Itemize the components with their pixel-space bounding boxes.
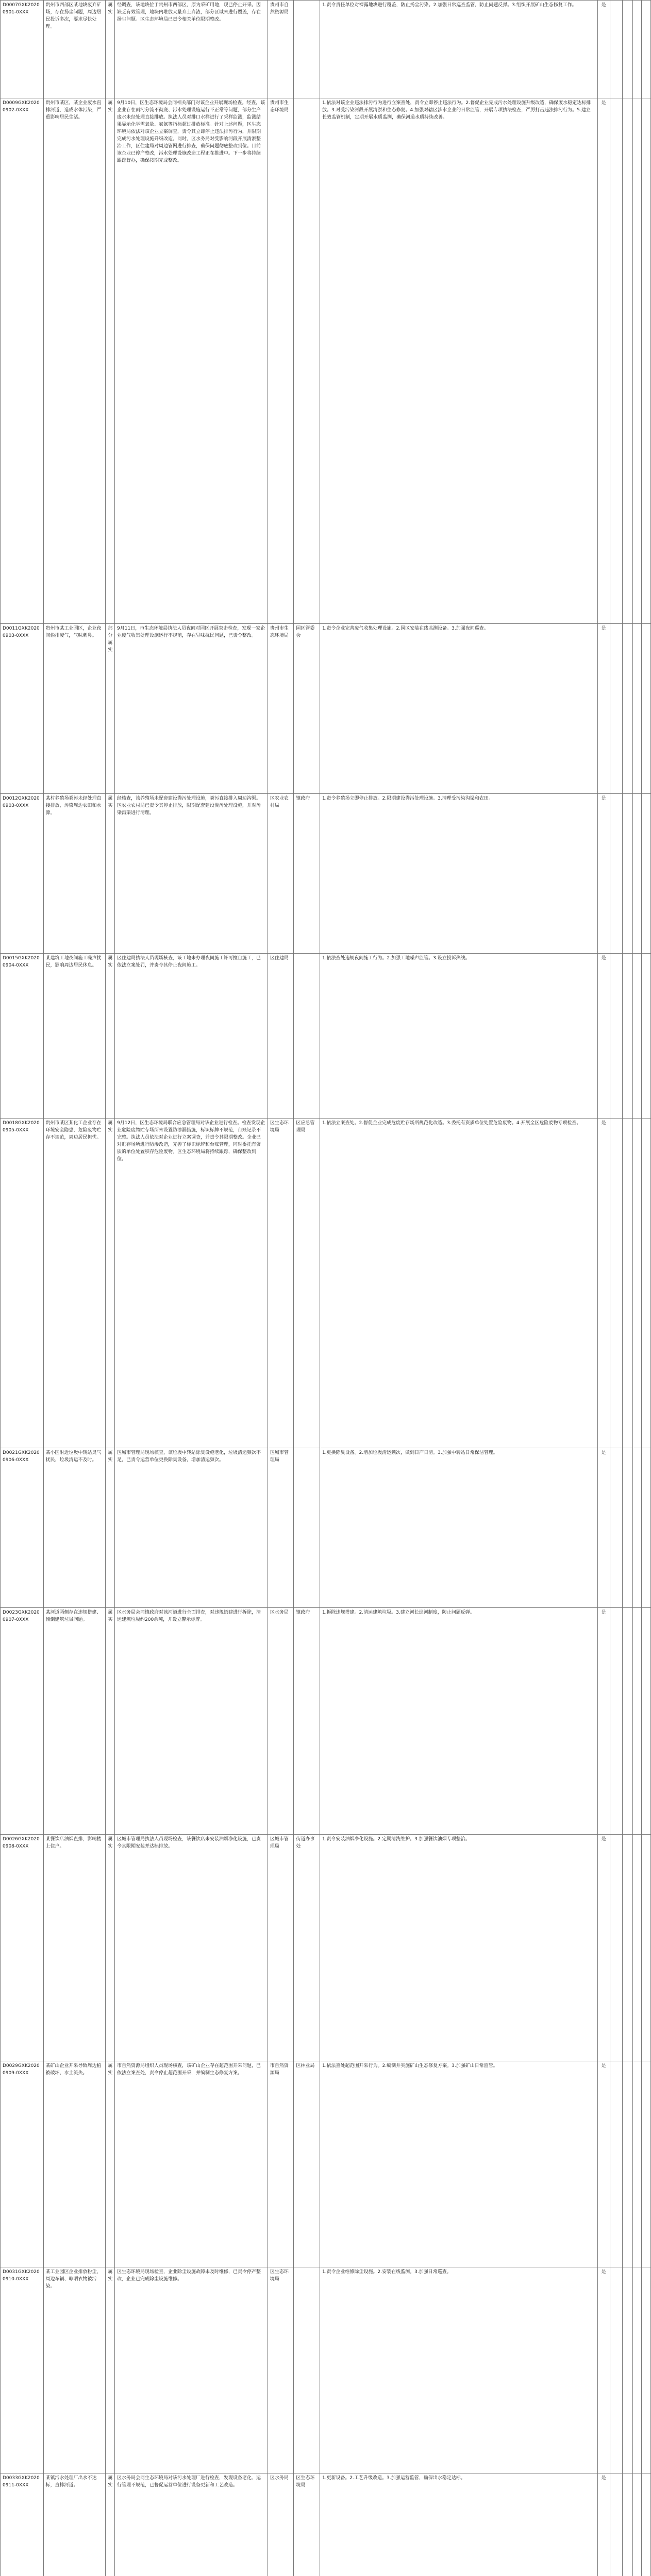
cell-dept2: 园区管委会 [294,624,320,794]
cell-id: D0011GXK20200903-0XXX [1,624,44,794]
cell-c3 [622,98,632,624]
cell-summary: 某村养殖场粪污未经处理直接排放，污染周边农田和水源。 [43,794,106,954]
cell-id: D0009GXK20200902-0XXX [1,98,44,624]
cell-truth: 属实 [106,1118,115,1448]
cell-c3 [622,2267,632,2473]
cell-c5 [642,2473,651,2576]
cell-c1: 是 [597,2061,610,2267]
cell-dept: 区生态环境局 [268,2267,294,2473]
cell-id: D0015GXK20200904-0XXX [1,954,44,1118]
cell-id: D0031GXK20200910-0XXX [1,2267,44,2473]
cell-truth: 属实 [106,1835,115,2061]
cell-c1: 是 [597,1835,610,2061]
table-row [1,98,651,624]
table-row [1,624,651,794]
cell-response: 1.依法对该企业违法排污行为进行立案查处，责令立即停止违法行为。2.督促企业完成污水处理设施升级改造，确保废水稳定达标排放。3.对受污染河段开展清淤和生态修复。4.加强对辖区涉水企业的日常监管，开展专项执法检查，严厉打击违法排污行为。5.建立长效监管机制，定期开展水质监测，确保河道水质持续改善。 [320,98,597,624]
cell-c5 [642,2061,651,2267]
cell-response: 1.责令责任单位对裸露地块进行覆盖，防止扬尘污染。2.加强日常巡查监管，防止问题反弹。3.组织开展矿山生态修复工作。 [320,1,597,98]
table-row [1,1118,651,1448]
cell-c3 [622,1835,632,2061]
cell-c3 [622,624,632,794]
cell-c3 [622,794,632,954]
cell-c4 [632,1448,642,1608]
cell-c5 [642,1448,651,1608]
cell-dept2: 区生态环境局 [294,2473,320,2576]
cell-process: 区水务局会同生态环境局对该污水处理厂进行检查，发现设备老化、运行管理不规范，已督促运营单位进行设备更新和工艺改造。 [115,2473,268,2576]
cell-summary: 贵州市某区，某企业废水直排河道，造成水体污染，严重影响居民生活。 [43,98,106,624]
cell-c3 [622,1448,632,1608]
cell-response: 1.更新设备。2.工艺升级改造。3.加强运营监管，确保出水稳定达标。 [320,2473,597,2576]
table-row [1,2061,651,2267]
cell-response: 1.责令企业完善废气收集处理设施。2.园区安装在线监测设备。3.加强夜间巡查。 [320,624,597,794]
cell-dept: 区农业农村局 [268,794,294,954]
cell-c4 [632,2267,642,2473]
cell-id: D0026GXK20200908-0XXX [1,1835,44,2061]
cell-c5 [642,624,651,794]
cell-c5 [642,954,651,1118]
cell-c1: 是 [597,2473,610,2576]
cell-dept: 区水务局 [268,1608,294,1835]
cell-summary: 某建筑工地夜间施工噪声扰民，影响周边居民休息。 [43,954,106,1118]
cell-dept2: 区应急管理局 [294,1118,320,1448]
cell-summary: 贵州市某区某化工企业存在环境安全隐患，危险废物贮存不规范，周边居民担忧。 [43,1118,106,1448]
cell-process: 区城市管理局执法人员现场检查，该餐饮店未安装油烟净化设施，已责令其限期安装并达标排放。 [115,1835,268,2061]
cell-summary: 某工业园区企业排放粉尘，周边车辆、晾晒衣物被污染。 [43,2267,106,2473]
table-row [1,2473,651,2576]
cell-c1: 是 [597,1,610,98]
cell-truth: 属实 [106,98,115,624]
cell-c5 [642,1118,651,1448]
cell-dept: 贵州市自然资源局 [268,1,294,98]
cell-c4 [632,1835,642,2061]
cell-c4 [632,2473,642,2576]
cell-c1: 是 [597,1608,610,1835]
cell-process: 9月11日，市生态环境局执法人员夜间对园区开展突击检查，发现一家企业废气收集处理设施运行不规范，存在异味扰民问题，已责令整改。 [115,624,268,794]
cell-truth: 属实 [106,2267,115,2473]
cell-c5 [642,2267,651,2473]
cell-dept: 贵州市生态环境局 [268,624,294,794]
cell-c2 [610,2473,622,2576]
cell-summary: 贵州市某工业园区，企业夜间偷排废气，气味刺鼻。 [43,624,106,794]
cell-dept2: 镇政府 [294,1608,320,1835]
cell-c2 [610,98,622,624]
cell-c3 [622,1608,632,1835]
cell-response: 1.责令企业维修除尘设施。2.安装在线监测。3.加强日常巡查。 [320,2267,597,2473]
cell-c4 [632,1118,642,1448]
cell-c1: 是 [597,1448,610,1608]
table-row [1,1,651,98]
cell-c1: 是 [597,1118,610,1448]
table-row [1,2267,651,2473]
cell-process: 市自然资源局组织人员现场核查，该矿山企业存在超范围开采问题，已依法立案查处，责令停止超范围开采，并编制生态修复方案。 [115,2061,268,2267]
cell-response: 1.更换除臭设备。2.增加垃圾清运频次，做到日产日清。3.加强中转站日常保洁管理。 [320,1448,597,1608]
cell-dept2 [294,954,320,1118]
cell-summary: 贵州市西部区某地块废弃矿场，存在扬尘问题，周边居民投诉多次，要求尽快处理。 [43,1,106,98]
cell-truth: 属实 [106,2061,115,2267]
cell-id: D0007GXK20200901-0XXX [1,1,44,98]
cell-c3 [622,2473,632,2576]
table-row [1,954,651,1118]
cell-c1: 是 [597,794,610,954]
cell-dept2: 区林业局 [294,2061,320,2267]
cell-c5 [642,1835,651,2061]
cell-truth: 属实 [106,1608,115,1835]
cell-response: 1.责令养殖场立即停止排放。2.限期建设粪污处理设施。3.清理受污染沟渠和农田。 [320,794,597,954]
cell-dept2 [294,1448,320,1608]
cell-truth: 部分属实 [106,624,115,794]
cell-c4 [632,954,642,1118]
cell-c4 [632,624,642,794]
cell-truth: 属实 [106,2473,115,2576]
cell-summary: 某矿山企业开采导致周边植被破坏、水土流失。 [43,2061,106,2267]
cell-process: 9月10日，区生态环境局会同相关部门对该企业开展现场检查。经查，该企业存在雨污分流不彻底、污水处理设施运行不正常等问题，部分生产废水未经处理直接排放。执法人员对排口水样进行了采样监测，监测结果显示化学需氧量、氨氮等指标超过排放标准。针对上述问题，区生态环境局依法对该企业立案调查，责令其立即停止违法排污行为，并限期完成污水处理设施升级改造。同时，区水务局对受影响河段开展清淤整治工作，区住建局对周边管网进行排查，确保问题彻底整改到位。目前该企业已停产整改，污水处理设施改造工程正在推进中。下一步将持续跟踪督办，确保按期完成整改。 [115,98,268,624]
cell-dept: 贵州市生态环境局 [268,98,294,624]
table-row [1,794,651,954]
cell-dept2 [294,98,320,624]
cell-response: 1.责令安装油烟净化设施。2.定期清洗维护。3.加强餐饮油烟专项整治。 [320,1835,597,2061]
cell-c3 [622,954,632,1118]
cell-c5 [642,794,651,954]
cell-dept: 区住建局 [268,954,294,1118]
cell-dept2 [294,1,320,98]
cell-c3 [622,1118,632,1448]
cell-process: 区水务局会同镇政府对该河道进行全面排查，对违规搭建进行拆除，清运建筑垃圾约200余吨，并设立警示标牌。 [115,1608,268,1835]
cell-response: 1.依法查处超范围开采行为。2.编制并实施矿山生态修复方案。3.加强矿山日常监管。 [320,2061,597,2267]
cell-summary: 某镇污水处理厂出水不达标，直排河道。 [43,2473,106,2576]
table-row [1,1608,651,1835]
cell-id: D0018GXK20200905-0XXX [1,1118,44,1448]
cell-id: D0033GXK20200911-0XXX [1,2473,44,2576]
cell-id: D0012GXK20200903-0XXX [1,794,44,954]
cell-c2 [610,1118,622,1448]
table-row [1,1835,651,2061]
cell-c1: 是 [597,954,610,1118]
cell-c5 [642,1608,651,1835]
cell-process: 区城市管理局现场核查，该垃圾中转站除臭设施老化，垃圾清运频次不足，已责令运营单位更换除臭设备，增加清运频次。 [115,1448,268,1608]
cell-c2 [610,2267,622,2473]
cell-response: 1.依法立案查处。2.督促企业完成危废贮存场所规范化改造。3.委托有资质单位处置危险废物。4.开展全区危险废物专项检查。 [320,1118,597,1448]
cell-process: 经调查，该地块位于贵州市西部区，原为采矿用地，现已停止开采。因缺乏有效管理，地块内堆放大量弃土弃渣，部分区域未进行覆盖，存在扬尘问题。区生态环境局已责令相关单位限期整改。 [115,1,268,98]
cell-c2 [610,954,622,1118]
cell-dept: 区城市管理局 [268,1448,294,1608]
cell-c2 [610,1608,622,1835]
cell-process: 区生态环境局现场检查，企业除尘设施故障未及时维修，已责令停产整改，企业已完成除尘设施维修。 [115,2267,268,2473]
cell-dept: 区生态环境局 [268,1118,294,1448]
cell-c4 [632,98,642,624]
cell-id: D0023GXK20200907-0XXX [1,1608,44,1835]
cell-c5 [642,98,651,624]
cell-c4 [632,1608,642,1835]
cell-process: 经核查，该养殖场未配套建设粪污处理设施，粪污直接排入周边沟渠。区农业农村局已责令其停止排放，限期配套建设粪污处理设施，并对污染沟渠进行清理。 [115,794,268,954]
cell-summary: 某河道两侧存在违规搭建、倾倒建筑垃圾问题。 [43,1608,106,1835]
cell-c3 [622,2061,632,2267]
cell-c1: 是 [597,2267,610,2473]
cell-c4 [632,1,642,98]
table-row [1,1448,651,1608]
cell-process: 区住建局执法人员现场核查，该工地未办理夜间施工许可擅自施工，已依法立案处罚，并责令其停止夜间施工。 [115,954,268,1118]
cell-truth: 属实 [106,954,115,1118]
cell-c2 [610,1835,622,2061]
cell-c1: 是 [597,624,610,794]
cell-response: 1.依法查处违规夜间施工行为。2.加强工地噪声监管。3.设立投诉热线。 [320,954,597,1118]
cell-c5 [642,1,651,98]
cell-truth: 属实 [106,794,115,954]
cell-dept: 区水务局 [268,2473,294,2576]
cell-dept2: 街道办事处 [294,1835,320,2061]
cell-response: 1.拆除违规搭建。2.清运建筑垃圾。3.建立河长巡河制度，防止问题反弹。 [320,1608,597,1835]
cell-c2 [610,1,622,98]
cell-truth: 属实 [106,1,115,98]
cell-id: D0029GXK20200909-0XXX [1,2061,44,2267]
cell-summary: 某小区附近垃圾中转站臭气扰民，垃圾清运不及时。 [43,1448,106,1608]
cell-process: 9月12日，区生态环境局联合应急管理局对该企业进行检查。检查发现企业危险废物贮存场所未设置防渗漏措施，标识标牌不规范，台账记录不完整。执法人员依法对企业进行立案调查，并责令其限期整改。企业已对贮存场所进行防渗改造，完善了标识标牌和台账管理，同时委托有资质的单位处置积存危险废物。区生态环境局将持续跟踪，确保整改到位。 [115,1118,268,1448]
cell-dept2 [294,2267,320,2473]
cell-dept: 区城市管理局 [268,1835,294,2061]
cell-c4 [632,2061,642,2267]
cell-c3 [622,1,632,98]
cell-dept: 市自然资源局 [268,2061,294,2267]
cell-id: D0021GXK20200906-0XXX [1,1448,44,1608]
cell-c2 [610,1448,622,1608]
cell-truth: 属实 [106,1448,115,1608]
cell-c4 [632,794,642,954]
cell-c1: 是 [597,98,610,624]
cell-c2 [610,2061,622,2267]
cell-dept2: 镇政府 [294,794,320,954]
cell-summary: 某餐饮店油烟直排，影响楼上住户。 [43,1835,106,2061]
cell-c2 [610,794,622,954]
cell-c2 [610,624,622,794]
table-body [1,1,651,2576]
